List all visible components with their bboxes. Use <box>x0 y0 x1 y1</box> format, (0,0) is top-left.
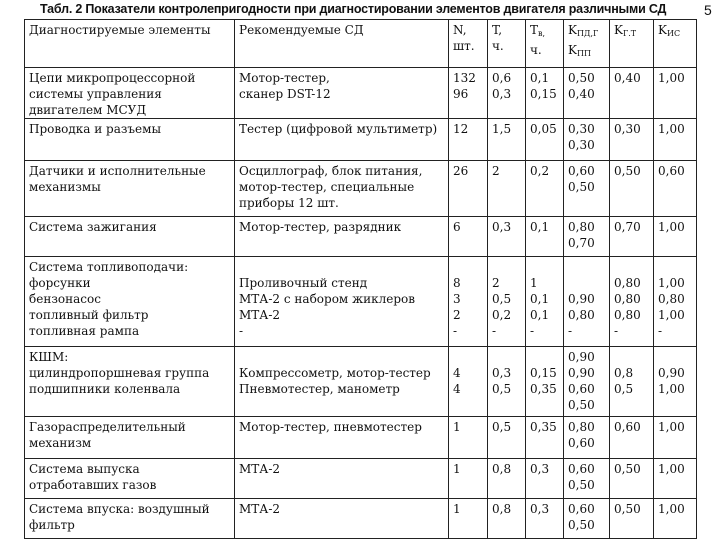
cell-n: 8 3 2 - <box>449 257 488 347</box>
header-kis: $K_{ИС}$ <box>654 20 697 68</box>
cell-n: 6 <box>449 217 488 257</box>
table-row <box>25 459 697 499</box>
cell-kpd: 0,80 0,60 <box>564 417 610 459</box>
cell-kis: 0,60 <box>654 161 697 217</box>
cell-tv: 0,35 <box>526 417 564 459</box>
cell-tv: 0,1 <box>526 217 564 257</box>
cell-t: 0,8 <box>488 499 526 539</box>
cell-kis: 1,00 <box>654 68 697 119</box>
cell-kpd: 0,90 0,80 - <box>564 257 610 347</box>
cell-kgt: 0,70 <box>610 217 654 257</box>
cell-t: 0,3 0,5 <box>488 347 526 417</box>
cell-n: 26 <box>449 161 488 217</box>
table-row <box>25 217 697 257</box>
cell-kgt: 0,80 0,80 0,80 - <box>610 257 654 347</box>
cell-sd: Тестер (цифровой мультиметр) <box>235 119 449 161</box>
table-row <box>25 161 697 217</box>
cell-kpd: 0,30 0,30 <box>564 119 610 161</box>
header-kpd: $K_{ПД,Г}$ $K_{ПП}$ <box>564 20 610 68</box>
cell-kgt: 0,8 0,5 <box>610 347 654 417</box>
cell-sd: МТА-2 <box>235 499 449 539</box>
cell-element: Газораспределительный механизм <box>25 417 235 459</box>
cell-kis: 1,00 <box>654 417 697 459</box>
cell-element: Проводка и разъемы <box>25 119 235 161</box>
cell-t: 0,5 <box>488 417 526 459</box>
cell-n: 1 <box>449 459 488 499</box>
header-sd: Рекомендуемые СД <box>235 20 449 68</box>
header-element: Диагностируемые элементы <box>25 20 235 68</box>
cell-kis: 0,90 1,00 <box>654 347 697 417</box>
cell-t: 2 0,5 0,2 - <box>488 257 526 347</box>
cell-sd: Мотор-тестер, сканер DST-12 <box>235 68 449 119</box>
cell-t: 1,5 <box>488 119 526 161</box>
cell-t: 0,8 <box>488 459 526 499</box>
table-row <box>25 417 697 459</box>
table-row <box>25 68 697 119</box>
cell-kis: 1,00 <box>654 217 697 257</box>
header-n: N, шт. <box>449 20 488 68</box>
table-row <box>25 119 697 161</box>
cell-kgt: 0,50 <box>610 459 654 499</box>
cell-n: 4 4 <box>449 347 488 417</box>
cell-t: 0,3 <box>488 217 526 257</box>
cell-sd: Мотор-тестер, пневмотестер <box>235 417 449 459</box>
header-t: T, ч. <box>488 20 526 68</box>
cell-t: 0,6 0,3 <box>488 68 526 119</box>
cell-kgt: 0,50 <box>610 161 654 217</box>
table-caption: Табл. 2 Показатели контролепригодности при диагностировании элементов двигателя различными СД <box>40 2 667 16</box>
cell-kpd: 0,60 0,50 <box>564 499 610 539</box>
cell-element: КШМ: цилиндропоршневая группа подшипники коленвала <box>25 347 235 417</box>
cell-element: Система выпуска отработавших газов <box>25 459 235 499</box>
header-tv: $T_{в,}$ ч. <box>526 20 564 68</box>
diagnostics-table <box>24 19 697 539</box>
header-kgt: $K_{Г.Т}$ <box>610 20 654 68</box>
cell-kgt: 0,50 <box>610 499 654 539</box>
cell-element: Система зажигания <box>25 217 235 257</box>
cell-kpd: 0,80 0,70 <box>564 217 610 257</box>
cell-sd: Осциллограф, блок питания, мотор-тестер, специальные приборы 12 шт. <box>235 161 449 217</box>
cell-tv: 0,15 0,35 <box>526 347 564 417</box>
table-row <box>25 347 697 417</box>
cell-kis: 1,00 <box>654 119 697 161</box>
cell-element: Система топливоподачи: форсунки бензонасос топливный фильтр топливная рампа <box>25 257 235 347</box>
cell-kgt: 0,60 <box>610 417 654 459</box>
cell-element: Система впуска: воздушный фильтр <box>25 499 235 539</box>
cell-tv: 1 0,1 0,1 - <box>526 257 564 347</box>
cell-kpd: 0,50 0,40 <box>564 68 610 119</box>
cell-sd: МТА-2 <box>235 459 449 499</box>
cell-sd: Мотор-тестер, разрядник <box>235 217 449 257</box>
cell-n: 12 <box>449 119 488 161</box>
cell-kgt: 0,30 <box>610 119 654 161</box>
cell-sd: Проливочный стенд МТА-2 с набором жиклеров МТА-2 - <box>235 257 449 347</box>
cell-kpd: 0,90 0,90 0,60 0,50 <box>564 347 610 417</box>
page-number: 5 <box>704 2 712 18</box>
cell-n: 1 <box>449 499 488 539</box>
table-row <box>25 499 697 539</box>
cell-tv: 0,1 0,15 <box>526 68 564 119</box>
cell-kgt: 0,40 <box>610 68 654 119</box>
cell-sd: Компрессометр, мотор-тестер Пневмотестер, манометр <box>235 347 449 417</box>
cell-n: 1 <box>449 417 488 459</box>
cell-kis: 1,00 <box>654 499 697 539</box>
cell-tv: 0,3 <box>526 459 564 499</box>
table-row <box>25 257 697 347</box>
cell-n: 132 96 <box>449 68 488 119</box>
cell-kis: 1,00 0,80 1,00 - <box>654 257 697 347</box>
header-row <box>25 20 697 68</box>
cell-kis: 1,00 <box>654 459 697 499</box>
cell-tv: 0,2 <box>526 161 564 217</box>
cell-tv: 0,05 <box>526 119 564 161</box>
cell-t: 2 <box>488 161 526 217</box>
cell-kpd: 0,60 0,50 <box>564 161 610 217</box>
cell-kpd: 0,60 0,50 <box>564 459 610 499</box>
cell-tv: 0,3 <box>526 499 564 539</box>
cell-element: Цепи микропроцессорной системы управления двигателем МСУД <box>25 68 235 119</box>
cell-element: Датчики и исполнительные механизмы <box>25 161 235 217</box>
